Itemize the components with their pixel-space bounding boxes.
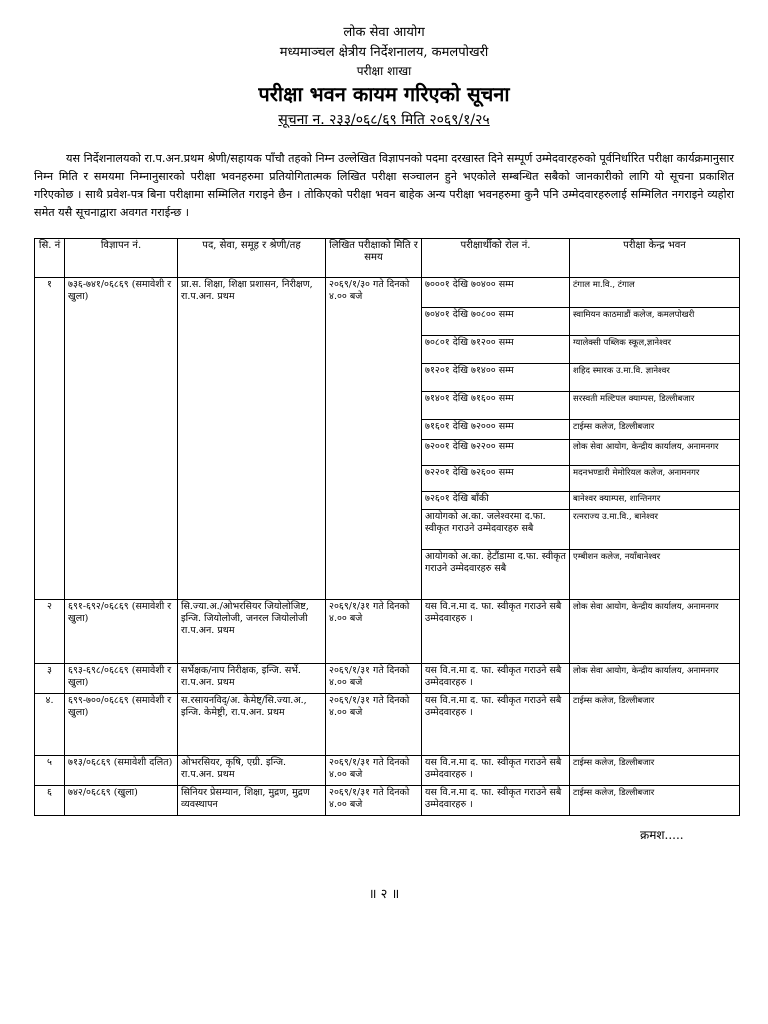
cell-roll: यस वि.न.मा द. फा. स्वीकृत गराउने सबै उम्मेदवारहरु । [422, 786, 570, 816]
cell-post: स.रसायनविद्/अ. केमेष्ट्/सि.ज्या.अ., इन्जि. केमेष्ट्री, रा.प.अन. प्रथम [178, 694, 326, 756]
cell-roll: ७१२०१ देखि ७१४०० सम्म [422, 364, 570, 392]
cell-date: २०६९/१/३० गते दिनको ४.०० बजे [326, 278, 422, 600]
cell-date: २०६९/१/३१ गते दिनको ४.०० बजे [326, 664, 422, 694]
cell-center: एम्बीशन कलेज, नयाँबानेश्वर [570, 550, 740, 600]
cell-ad-no: ६९९-७००/०६८६९ (समावेशी र खुला) [65, 694, 178, 756]
cell-center: सरस्वती मल्टिपल क्याम्पस, डिल्लीबजार [570, 392, 740, 420]
cell-roll: आयोगको अ.का. जलेश्वरमा द.फा. स्वीकृत गराउने उम्मेदवारहरु सबै [422, 510, 570, 550]
directorate-name: मध्यमाञ्चल क्षेत्रीय निर्देशनालय, कमलपोखरी [279, 45, 489, 60]
cell-roll: ७१६०१ देखि ७२००० सम्म [422, 420, 570, 440]
cell-center: लोक सेवा आयोग, केन्द्रीय कार्यालय, अनामनगर [570, 600, 740, 664]
table-row [35, 600, 740, 664]
page-title: परीक्षा भवन कायम गरिएको सूचना [258, 82, 510, 106]
cell-date: २०६९/१/३१ गते दिनको ४.०० बजे [326, 756, 422, 786]
table-row [35, 786, 740, 816]
header-sn: सि. नं [35, 239, 65, 278]
cell-roll: यस वि.न.मा द. फा. स्वीकृत गराउने सबै उम्मेदवारहरु । [422, 694, 570, 756]
cell-sn: ५ [35, 756, 65, 786]
cell-date: २०६९/१/३१ गते दिनको ४.०० बजे [326, 600, 422, 664]
cell-center: टाईम्स कलेज, डिल्लीबजार [570, 786, 740, 816]
continued-label: क्रमश..... [640, 828, 684, 842]
cell-roll: ७२००१ देखि ७२२०० सम्म [422, 440, 570, 466]
cell-ad-no: ७३६-७४१/०६८६९ (समावेशी र खुला) [65, 278, 178, 600]
cell-sn: ४. [35, 694, 65, 756]
header-center: परीक्षा केन्द्र भवन [570, 239, 740, 278]
cell-center: टाईम्स कलेज, डिल्लीबजार [570, 420, 740, 440]
header-post: पद, सेवा, समूह र श्रेणी/तह [178, 239, 326, 278]
cell-roll: यस वि.न.मा द. फा. स्वीकृत गराउने सबै उम्मेदवारहरु । [422, 600, 570, 664]
cell-sn: १ [35, 278, 65, 600]
cell-ad-no: ७१३/०६८६९ (समावेशी दलित) [65, 756, 178, 786]
cell-center: लोक सेवा आयोग, केन्द्रीय कार्यालय, अनामनगर [570, 440, 740, 466]
cell-post: सिनियर प्रेसम्यान, शिक्षा, मुद्रण, मुद्रण व्यवस्थापन [178, 786, 326, 816]
cell-date: २०६९/१/३१ गते दिनको ४.०० बजे [326, 786, 422, 816]
page-number: ॥ २ ॥ [368, 887, 400, 902]
cell-center: लोक सेवा आयोग, केन्द्रीय कार्यालय, अनामनगर [570, 664, 740, 694]
cell-center: टाईम्स कलेज, डिल्लीबजार [570, 756, 740, 786]
cell-roll: ७०४०१ देखि ७०८०० सम्म [422, 308, 570, 336]
header-ad-no: विज्ञापन नं. [65, 239, 178, 278]
cell-sn: २ [35, 600, 65, 664]
table-row [35, 694, 740, 756]
cell-roll: ७०८०१ देखि ७१२०० सम्म [422, 336, 570, 364]
table-header-row [35, 239, 740, 278]
cell-sn: ३ [35, 664, 65, 694]
cell-center: स्वामियन काठमाडौं कलेज, कमलपोखरी [570, 308, 740, 336]
cell-center: मदनभण्डारी मेमोरियल कलेज, अनामनगर [570, 466, 740, 492]
cell-post: ओभरसियर, कृषि, एग्री. इन्जि. रा.प.अन. प्रथम [178, 756, 326, 786]
cell-roll: ७१४०१ देखि ७१६०० सम्म [422, 392, 570, 420]
cell-ad-no: ६९३-६९८/०६८६९ (समावेशी र खुला) [65, 664, 178, 694]
cell-center: शहिद स्मारक उ.मा.वि. ज्ञानेश्वर [570, 364, 740, 392]
cell-ad-no: ७४२/०६८६९ (खुला) [65, 786, 178, 816]
cell-ad-no: ६९१-६९२/०६८६९ (समावेशी र खुला) [65, 600, 178, 664]
table-row [35, 664, 740, 694]
cell-roll: आयोगको अ.का. हेटौंडामा द.फा. स्वीकृत गराउने उम्मेदवारहरु सबै [422, 550, 570, 600]
cell-roll: ७२२०१ देखि ७२६०० सम्म [422, 466, 570, 492]
org-name: लोक सेवा आयोग [343, 25, 425, 40]
notice-body-paragraph: यस निर्देशनालयको रा.प.अन.प्रथम श्रेणी/सहायक पाँचौ तहको निम्न उल्लेखित विज्ञापनको पदमा दरखास्त दिने सम्पूर्ण उम्मेदवारहरुको पूर्वनिर्धारित परीक्षा कार्यक्रमानुसार निम्न मिति र समयमा निम्नानुसारको परीक्षा भवनहरुमा प्रतियोगितात्मक लिखित परीक्षा सञ्चालन हुने भएकोले सम्बन्धित सबैको जानकारीको लागि यो सूचना प्रकाशित गरिएकोछ । साथै प्रवेश-पत्र बिना परीक्षामा सम्मिलित गराइने छैन । तोकिएको परीक्षा भवन बाहेक अन्य परीक्षा भवनहरुमा कुनै पनि उम्मेदवारहरुलाई सम्मिलित नगराइने व्यहोरा समेत यसै सूचनाद्वारा अवगत गराईन्छ । [34, 152, 734, 219]
header-roll: परीक्षार्थीको रोल नं. [422, 239, 570, 278]
cell-center: टाईम्स कलेज, डिल्लीबजार [570, 694, 740, 756]
cell-post: प्रा.स. शिक्षा, शिक्षा प्रशासन, निरीक्षण, रा.प.अन. प्रथम [178, 278, 326, 600]
cell-center: रत्नराज्य उ.मा.वि., बानेश्वर [570, 510, 740, 550]
cell-center: ग्यालेक्सी पब्लिक स्कूल,ज्ञानेश्वर [570, 336, 740, 364]
notice-number: सूचना न. २३३/०६८/६९ मिति २०६९/१/२५ [278, 112, 490, 128]
cell-roll: ७२६०१ देखि बाँकी [422, 492, 570, 510]
cell-roll: यस वि.न.मा द. फा. स्वीकृत गराउने सबै उम्मेदवारहरु । [422, 756, 570, 786]
cell-post: सर्भेक्षक/नाप निरीक्षक, इन्जि. सर्भे. रा.प.अन. प्रथम [178, 664, 326, 694]
cell-center: टंगाल मा.वि., टंगाल [570, 278, 740, 308]
cell-center: बानेश्वर क्याम्पस, शान्तिनगर [570, 492, 740, 510]
cell-date: २०६९/१/३१ गते दिनको ४.०० बजे [326, 694, 422, 756]
cell-post: सि.ज्या.अ./ओभरसियर जियोलोजिष्ट, इन्जि. जियोलोजी, जनरल जियोलोजी रा.प.अन. प्रथम [178, 600, 326, 664]
exam-center-table [34, 238, 740, 816]
table-row [35, 756, 740, 786]
header-date: लिखित परीक्षाको मिति र समय [326, 239, 422, 278]
cell-roll: यस वि.न.मा द. फा. स्वीकृत गराउने सबै उम्मेदवारहरु । [422, 664, 570, 694]
cell-sn: ६ [35, 786, 65, 816]
cell-roll: ७०००१ देखि ७०४०० सम्म [422, 278, 570, 308]
table-row [35, 278, 740, 308]
section-name: परीक्षा शाखा [356, 64, 412, 78]
